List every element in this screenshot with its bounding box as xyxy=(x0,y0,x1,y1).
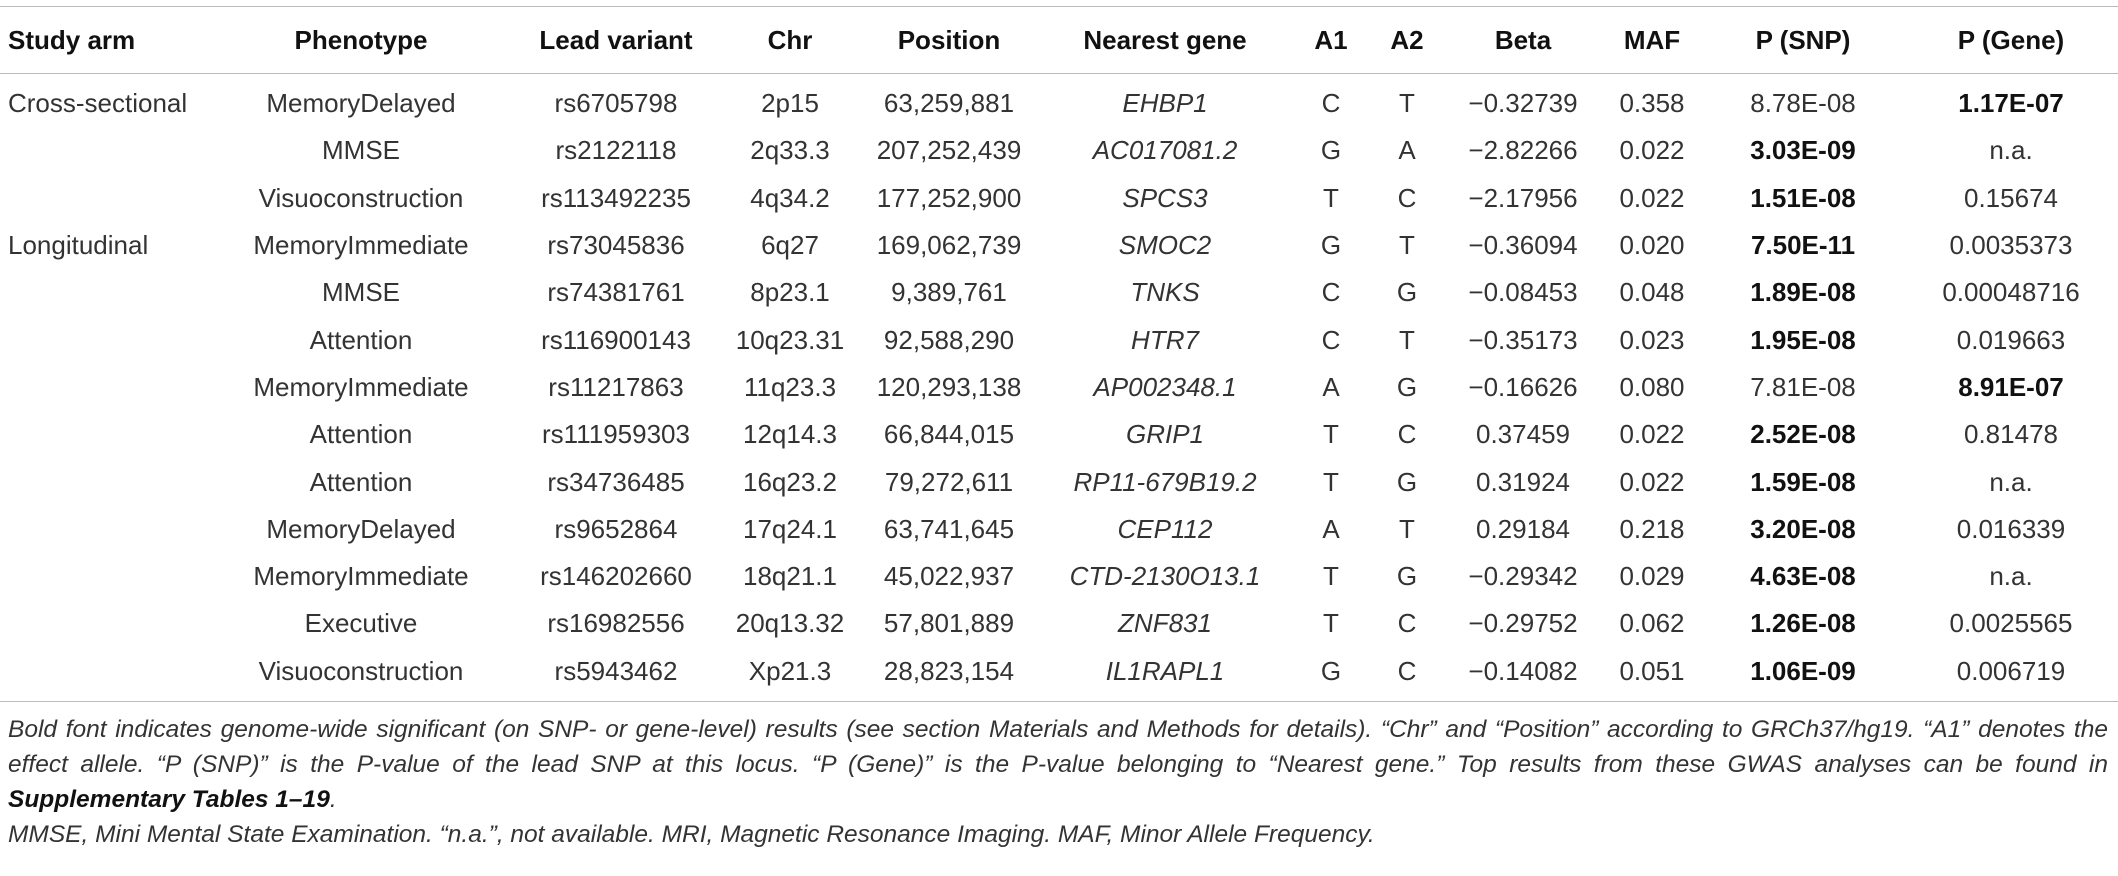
cell-p-gene: 0.0025565 xyxy=(1949,608,2073,639)
cell-a1: T xyxy=(1323,182,1339,213)
cell-beta: −2.17956 xyxy=(1468,182,1578,213)
cell-p-snp: 7.50E-11 xyxy=(1750,230,1856,261)
cell-study-arm: Longitudinal xyxy=(8,230,149,261)
cell-a2: C xyxy=(1397,419,1417,450)
cell-study-arm xyxy=(0,553,210,600)
cell-phenotype: MemoryDelayed xyxy=(266,513,456,544)
cell-beta: −0.36094 xyxy=(1468,230,1578,261)
cell-chr: Xp21.3 xyxy=(720,648,860,702)
cell-p-snp: 3.20E-08 xyxy=(1750,513,1856,544)
cell-p-gene: 1.17E-07 xyxy=(1958,88,2064,119)
col-header-p-gene: P (Gene) xyxy=(1904,7,2118,74)
table-row xyxy=(0,316,2118,363)
cell-nearest-gene: SPCS3 xyxy=(1122,182,1208,213)
cell-phenotype: MemoryImmediate xyxy=(253,371,469,402)
table-row xyxy=(0,648,2118,702)
cell-a1: C xyxy=(1321,324,1341,355)
cell-chr: 6q27 xyxy=(761,230,819,261)
cell-p-gene: 8.91E-07 xyxy=(1958,371,2064,402)
cell-p-gene: 0.006719 xyxy=(1904,648,2118,702)
cell-phenotype: Attention xyxy=(309,419,413,450)
col-header-p-snp: P (SNP) xyxy=(1702,7,1904,74)
cell-beta: −0.29752 xyxy=(1468,608,1578,639)
col-header-position: Position xyxy=(860,7,1038,74)
cell-chr: 20q13.32 xyxy=(735,608,845,639)
cell-study-arm xyxy=(0,506,210,553)
cell-position: 120,293,138 xyxy=(876,371,1022,402)
col-header-a1: A1 xyxy=(1292,7,1370,74)
cell-study-arm xyxy=(0,364,210,411)
table-row xyxy=(0,600,2118,647)
cell-phenotype: Visuoconstruction xyxy=(258,182,464,213)
cell-maf: 0.022 xyxy=(1619,135,1685,166)
cell-position: 63,741,645 xyxy=(883,513,1015,544)
table-row xyxy=(0,364,2118,411)
table-row xyxy=(0,411,2118,458)
cell-phenotype: Visuoconstruction xyxy=(210,648,512,702)
cell-a2: G xyxy=(1396,466,1418,497)
cell-nearest-gene: SMOC2 xyxy=(1118,230,1212,261)
cell-a2: G xyxy=(1396,371,1418,402)
cell-study-arm xyxy=(0,458,210,505)
cell-study-arm xyxy=(0,648,210,702)
cell-study-arm xyxy=(0,269,210,316)
cell-p-snp: 7.81E-08 xyxy=(1750,371,1856,402)
cell-lead-variant: rs73045836 xyxy=(547,230,685,261)
cell-maf: 0.358 xyxy=(1619,88,1685,119)
cell-a1: C xyxy=(1321,88,1341,119)
cell-lead-variant: rs2122118 xyxy=(555,135,677,166)
cell-a2: T xyxy=(1399,324,1415,355)
table-footnote xyxy=(8,712,2108,852)
cell-a1: T xyxy=(1323,419,1339,450)
cell-position: 169,062,739 xyxy=(876,230,1022,261)
cell-phenotype: Executive xyxy=(304,608,418,639)
col-header-chr: Chr xyxy=(720,7,860,74)
cell-study-arm xyxy=(0,175,210,222)
cell-beta: −0.08453 xyxy=(1468,277,1578,308)
cell-nearest-gene: AC017081.2 xyxy=(1092,135,1238,166)
cell-maf: 0.218 xyxy=(1619,513,1685,544)
cell-p-gene: n.a. xyxy=(1989,561,2033,592)
cell-nearest-gene: HTR7 xyxy=(1131,324,1199,355)
cell-p-snp: 1.95E-08 xyxy=(1750,324,1856,355)
cell-study-arm xyxy=(0,600,210,647)
table-row xyxy=(0,175,2118,222)
cell-chr: 17q24.1 xyxy=(743,513,837,544)
cell-a2: A xyxy=(1398,135,1416,166)
cell-lead-variant: rs74381761 xyxy=(547,277,685,308)
cell-a1: T xyxy=(1323,561,1339,592)
cell-p-snp: 1.26E-08 xyxy=(1750,608,1856,639)
cell-beta: −0.35173 xyxy=(1468,324,1578,355)
cell-study-arm: Cross-sectional xyxy=(8,88,188,119)
cell-p-gene: 0.016339 xyxy=(1956,513,2066,544)
cell-p-gene: 0.019663 xyxy=(1956,324,2066,355)
col-header-phenotype: Phenotype xyxy=(210,7,512,74)
cell-a2: C xyxy=(1397,608,1417,639)
cell-a1: T xyxy=(1323,466,1339,497)
cell-a2: T xyxy=(1399,230,1415,261)
cell-maf: 0.051 xyxy=(1602,648,1702,702)
cell-position: 92,588,290 xyxy=(883,324,1015,355)
cell-p-gene: 0.15674 xyxy=(1964,182,2058,213)
cell-position: 207,252,439 xyxy=(876,135,1022,166)
cell-nearest-gene: ZNF831 xyxy=(1118,608,1212,639)
cell-chr: 4q34.2 xyxy=(750,182,830,213)
table-row xyxy=(0,506,2118,553)
cell-phenotype: MemoryImmediate xyxy=(253,230,469,261)
cell-position: 45,022,937 xyxy=(883,561,1015,592)
footnote-main: Bold font indicates genome-wide significant (on SNP- or gene-level) results (see section Materials and Methods for details). “Chr” and “Position” according to GRCh37/hg19. “A1” denotes the effect allele. “P (SNP)” is the P-value of the lead SNP at this locus. “P (Gene)” is the P-value belonging to “Nearest gene.” Top results from these GWAS analyses can be found in xyxy=(8,716,2108,778)
col-header-a2: A2 xyxy=(1370,7,1444,74)
cell-a2: C xyxy=(1397,182,1417,213)
footnote-end: . xyxy=(329,786,337,813)
cell-p-snp: 1.06E-09 xyxy=(1702,648,1904,702)
cell-a2: T xyxy=(1399,513,1415,544)
cell-lead-variant: rs34736485 xyxy=(547,466,685,497)
cell-position: 177,252,900 xyxy=(876,182,1022,213)
cell-lead-variant: rs9652864 xyxy=(554,513,678,544)
col-header-study-arm: Study arm xyxy=(0,7,210,74)
cell-position: 66,844,015 xyxy=(883,419,1015,450)
cell-position: 63,259,881 xyxy=(883,88,1015,119)
cell-phenotype: MemoryImmediate xyxy=(253,561,469,592)
footnote-abbreviations: MMSE, Mini Mental State Examination. “n.a.”, not available. MRI, Magnetic Resonance Imaging. MAF, Minor Allele Frequency. xyxy=(8,821,1375,848)
cell-nearest-gene: GRIP1 xyxy=(1125,419,1205,450)
cell-beta: −0.32739 xyxy=(1468,88,1578,119)
cell-nearest-gene: TNKS xyxy=(1130,277,1200,308)
cell-p-snp: 2.52E-08 xyxy=(1750,419,1856,450)
cell-position: 9,389,761 xyxy=(891,277,1007,308)
cell-a2: G xyxy=(1396,277,1418,308)
cell-maf: 0.080 xyxy=(1619,371,1685,402)
cell-lead-variant: rs11217863 xyxy=(548,371,684,402)
cell-chr: 18q21.1 xyxy=(743,561,837,592)
cell-p-gene: n.a. xyxy=(1989,466,2033,497)
cell-beta: −0.14082 xyxy=(1444,648,1602,702)
cell-nearest-gene: IL1RAPL1 xyxy=(1038,648,1292,702)
cell-a1: C xyxy=(1321,277,1341,308)
header-row xyxy=(0,7,2118,74)
cell-chr: 8p23.1 xyxy=(750,277,830,308)
cell-phenotype: MMSE xyxy=(322,135,400,166)
cell-maf: 0.048 xyxy=(1619,277,1685,308)
table-row xyxy=(0,127,2118,174)
cell-nearest-gene: RP11-679B19.2 xyxy=(1073,466,1257,497)
cell-p-snp: 3.03E-09 xyxy=(1750,135,1856,166)
cell-chr: 2q33.3 xyxy=(750,135,830,166)
cell-beta: 0.31924 xyxy=(1476,466,1570,497)
cell-beta: 0.29184 xyxy=(1476,513,1570,544)
cell-p-snp: 1.59E-08 xyxy=(1750,466,1856,497)
cell-lead-variant: rs5943462 xyxy=(512,648,720,702)
cell-lead-variant: rs111959303 xyxy=(542,419,690,450)
cell-beta: −0.16626 xyxy=(1468,371,1578,402)
cell-a2: T xyxy=(1399,88,1415,119)
cell-a2: C xyxy=(1370,648,1444,702)
cell-phenotype: Attention xyxy=(309,466,413,497)
cell-lead-variant: rs16982556 xyxy=(547,608,685,639)
cell-position: 57,801,889 xyxy=(883,608,1015,639)
supplementary-tables-link[interactable]: Supplementary Tables 1–19 xyxy=(8,786,330,813)
table-row xyxy=(0,222,2118,269)
cell-maf: 0.022 xyxy=(1619,419,1685,450)
cell-a1: G xyxy=(1320,230,1342,261)
cell-maf: 0.022 xyxy=(1619,182,1685,213)
col-header-lead-variant: Lead variant xyxy=(512,7,720,74)
results-table xyxy=(0,6,2118,702)
cell-nearest-gene: CTD-2130O13.1 xyxy=(1069,561,1261,592)
table-row xyxy=(0,74,2118,128)
cell-p-snp: 1.51E-08 xyxy=(1750,182,1856,213)
cell-phenotype: MemoryDelayed xyxy=(266,88,456,119)
table-body xyxy=(0,74,2118,702)
cell-chr: 11q23.3 xyxy=(743,371,837,402)
cell-chr: 2p15 xyxy=(761,88,819,119)
cell-lead-variant: rs116900143 xyxy=(541,324,691,355)
cell-nearest-gene: CEP112 xyxy=(1117,513,1213,544)
cell-maf: 0.020 xyxy=(1619,230,1685,261)
cell-p-snp: 8.78E-08 xyxy=(1750,88,1856,119)
cell-nearest-gene: EHBP1 xyxy=(1122,88,1208,119)
cell-p-gene: 0.81478 xyxy=(1964,419,2058,450)
footnote-text xyxy=(8,712,2108,817)
col-header-nearest-gene: Nearest gene xyxy=(1038,7,1292,74)
cell-beta: −2.82266 xyxy=(1468,135,1578,166)
cell-chr: 10q23.31 xyxy=(735,324,845,355)
cell-study-arm xyxy=(0,127,210,174)
table-row xyxy=(0,553,2118,600)
cell-maf: 0.022 xyxy=(1619,466,1685,497)
cell-beta: −0.29342 xyxy=(1468,561,1578,592)
cell-chr: 16q23.2 xyxy=(743,466,837,497)
cell-phenotype: MMSE xyxy=(322,277,400,308)
cell-a1: T xyxy=(1323,608,1339,639)
cell-p-gene: 0.00048716 xyxy=(1942,277,2080,308)
cell-phenotype: Attention xyxy=(309,324,413,355)
cell-maf: 0.023 xyxy=(1619,324,1685,355)
cell-a1: A xyxy=(1322,371,1340,402)
cell-a1: A xyxy=(1322,513,1340,544)
cell-nearest-gene: AP002348.1 xyxy=(1093,371,1237,402)
cell-a2: G xyxy=(1396,561,1418,592)
cell-position: 79,272,611 xyxy=(884,466,1014,497)
cell-p-snp: 4.63E-08 xyxy=(1750,561,1856,592)
cell-a1: G xyxy=(1292,648,1370,702)
cell-study-arm xyxy=(0,316,210,363)
col-header-beta: Beta xyxy=(1444,7,1602,74)
cell-p-snp: 1.89E-08 xyxy=(1750,277,1856,308)
cell-lead-variant: rs146202660 xyxy=(540,561,692,592)
cell-lead-variant: rs6705798 xyxy=(554,88,678,119)
cell-lead-variant: rs113492235 xyxy=(541,182,691,213)
cell-maf: 0.062 xyxy=(1619,608,1685,639)
col-header-maf: MAF xyxy=(1602,7,1702,74)
table-row xyxy=(0,269,2118,316)
cell-chr: 12q14.3 xyxy=(743,419,837,450)
cell-a1: G xyxy=(1320,135,1342,166)
cell-p-gene: n.a. xyxy=(1989,135,2033,166)
cell-p-gene: 0.0035373 xyxy=(1949,230,2073,261)
cell-maf: 0.029 xyxy=(1619,561,1685,592)
cell-study-arm xyxy=(0,411,210,458)
table-row xyxy=(0,458,2118,505)
cell-beta: 0.37459 xyxy=(1476,419,1570,450)
cell-position: 28,823,154 xyxy=(860,648,1038,702)
